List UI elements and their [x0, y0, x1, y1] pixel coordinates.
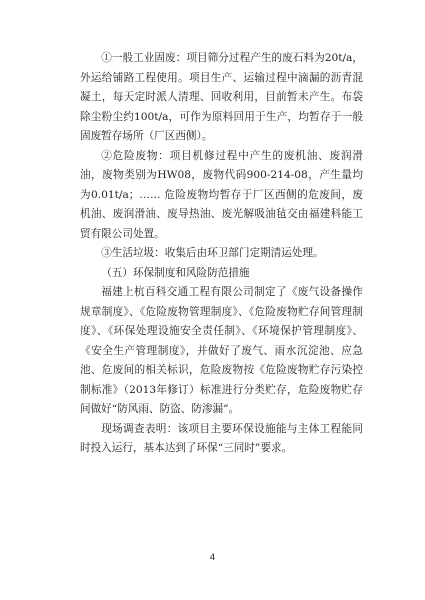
section-heading-env-system: （五）环保制度和风险防范措施 [101, 266, 250, 279]
paragraph-site-survey: 现场调查表明：该项目主要环保设施能与主体工程能同时投入运行，基本达到了环保“三同时”要求。 [80, 422, 363, 454]
paragraph-domestic-garbage: ③生活垃圾：收集后由环卫部门定期清运处理。 [101, 247, 324, 259]
paragraph-hazardous-waste: ②危险废物：项目机修过程中产生的废机油、废润滑油，废物类别为HW08，废物代码900-214-08，产生量均为0.01t/a；…… 危险废物均暂存于厂区西侧的危废间，废机油、废润滑油、废导热油、废光解吸油毡交由福建科能工贸有限公司处置。 [80, 149, 363, 240]
paragraph-general-solid-waste: ①一般工业固废：项目筛分过程产生的废石料为20t/a，外运给铺路工程使用。项目生产、运输过程中滴漏的沥青混凝土，每天定时派人清理、回收利用，目前暂未产生。布袋除尘粉尘约100t/a，可作为原料回用于生产，均暂存于一般固废暂存场所（厂区西侧）。 [80, 52, 363, 142]
page-number: 4 [209, 553, 216, 563]
document-body [80, 49, 363, 459]
paragraph-env-system: 福建上杭百科交通工程有限公司制定了《废气设备操作规章制度》、《危险废物管理制度》、《危险废物贮存间管理制度》、《环保处理设施安全责任制》、《环境保护管理制度》、《安全生产管理制度》，并做好了废气、雨水沉淀池、应急池、危废间的相关标识，危险废物按《危险废物贮存污染控制标准》（2013年修订）标准进行分类贮存，危险废物贮存间做好“防风雨、防盗、防渗漏”。 [80, 286, 363, 415]
